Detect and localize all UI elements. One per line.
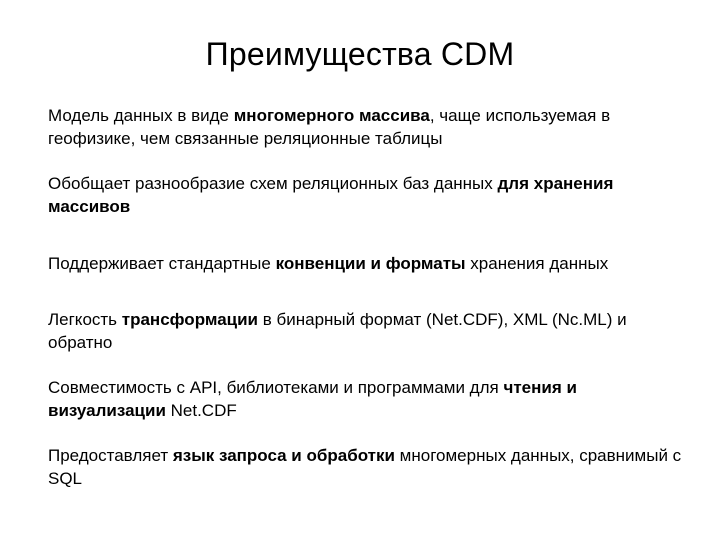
advantage-text: Совместимость с API, библиотеками и программами для	[48, 378, 504, 397]
advantage-emphasis: трансформации	[121, 310, 259, 329]
advantage-text: , чаще используемая в геофизике, чем связанные реляционные таблицы	[48, 106, 611, 148]
advantage-text: в бинарный формат (Net.CDF), XML (Nc.ML) и обратно	[48, 310, 627, 352]
advantage-text: Поддерживает стандартные	[48, 254, 276, 273]
advantage-text: Net.CDF	[165, 401, 237, 420]
advantage-text: Предоставляет	[48, 446, 173, 465]
advantage-emphasis: для хранения массивов	[48, 174, 614, 216]
advantage-emphasis: язык запроса и обработки	[172, 446, 395, 465]
advantage-item-transformation	[48, 308, 688, 354]
advantage-item-compatibility	[48, 376, 688, 422]
advantage-emphasis: конвенции и форматы	[275, 254, 466, 273]
advantage-item-query-language	[48, 444, 688, 490]
advantage-text: Модель данных в виде	[48, 106, 234, 125]
advantage-item-data-model	[48, 104, 688, 150]
advantage-emphasis: многомерного массива	[233, 106, 430, 125]
advantage-text: многомерных данных, сравнимый с SQL	[48, 446, 682, 488]
advantage-emphasis: чтения и визуализации	[48, 378, 577, 420]
advantage-item-standard-conventions	[48, 252, 688, 275]
advantage-text: хранения данных	[465, 254, 609, 273]
slide-title: Преимущества CDM	[205, 36, 515, 72]
advantage-text: Легкость	[48, 310, 122, 329]
advantage-item-schema-generalization	[48, 172, 688, 218]
advantage-text: Обобщает разнообразие схем реляционных баз данных	[48, 174, 498, 193]
